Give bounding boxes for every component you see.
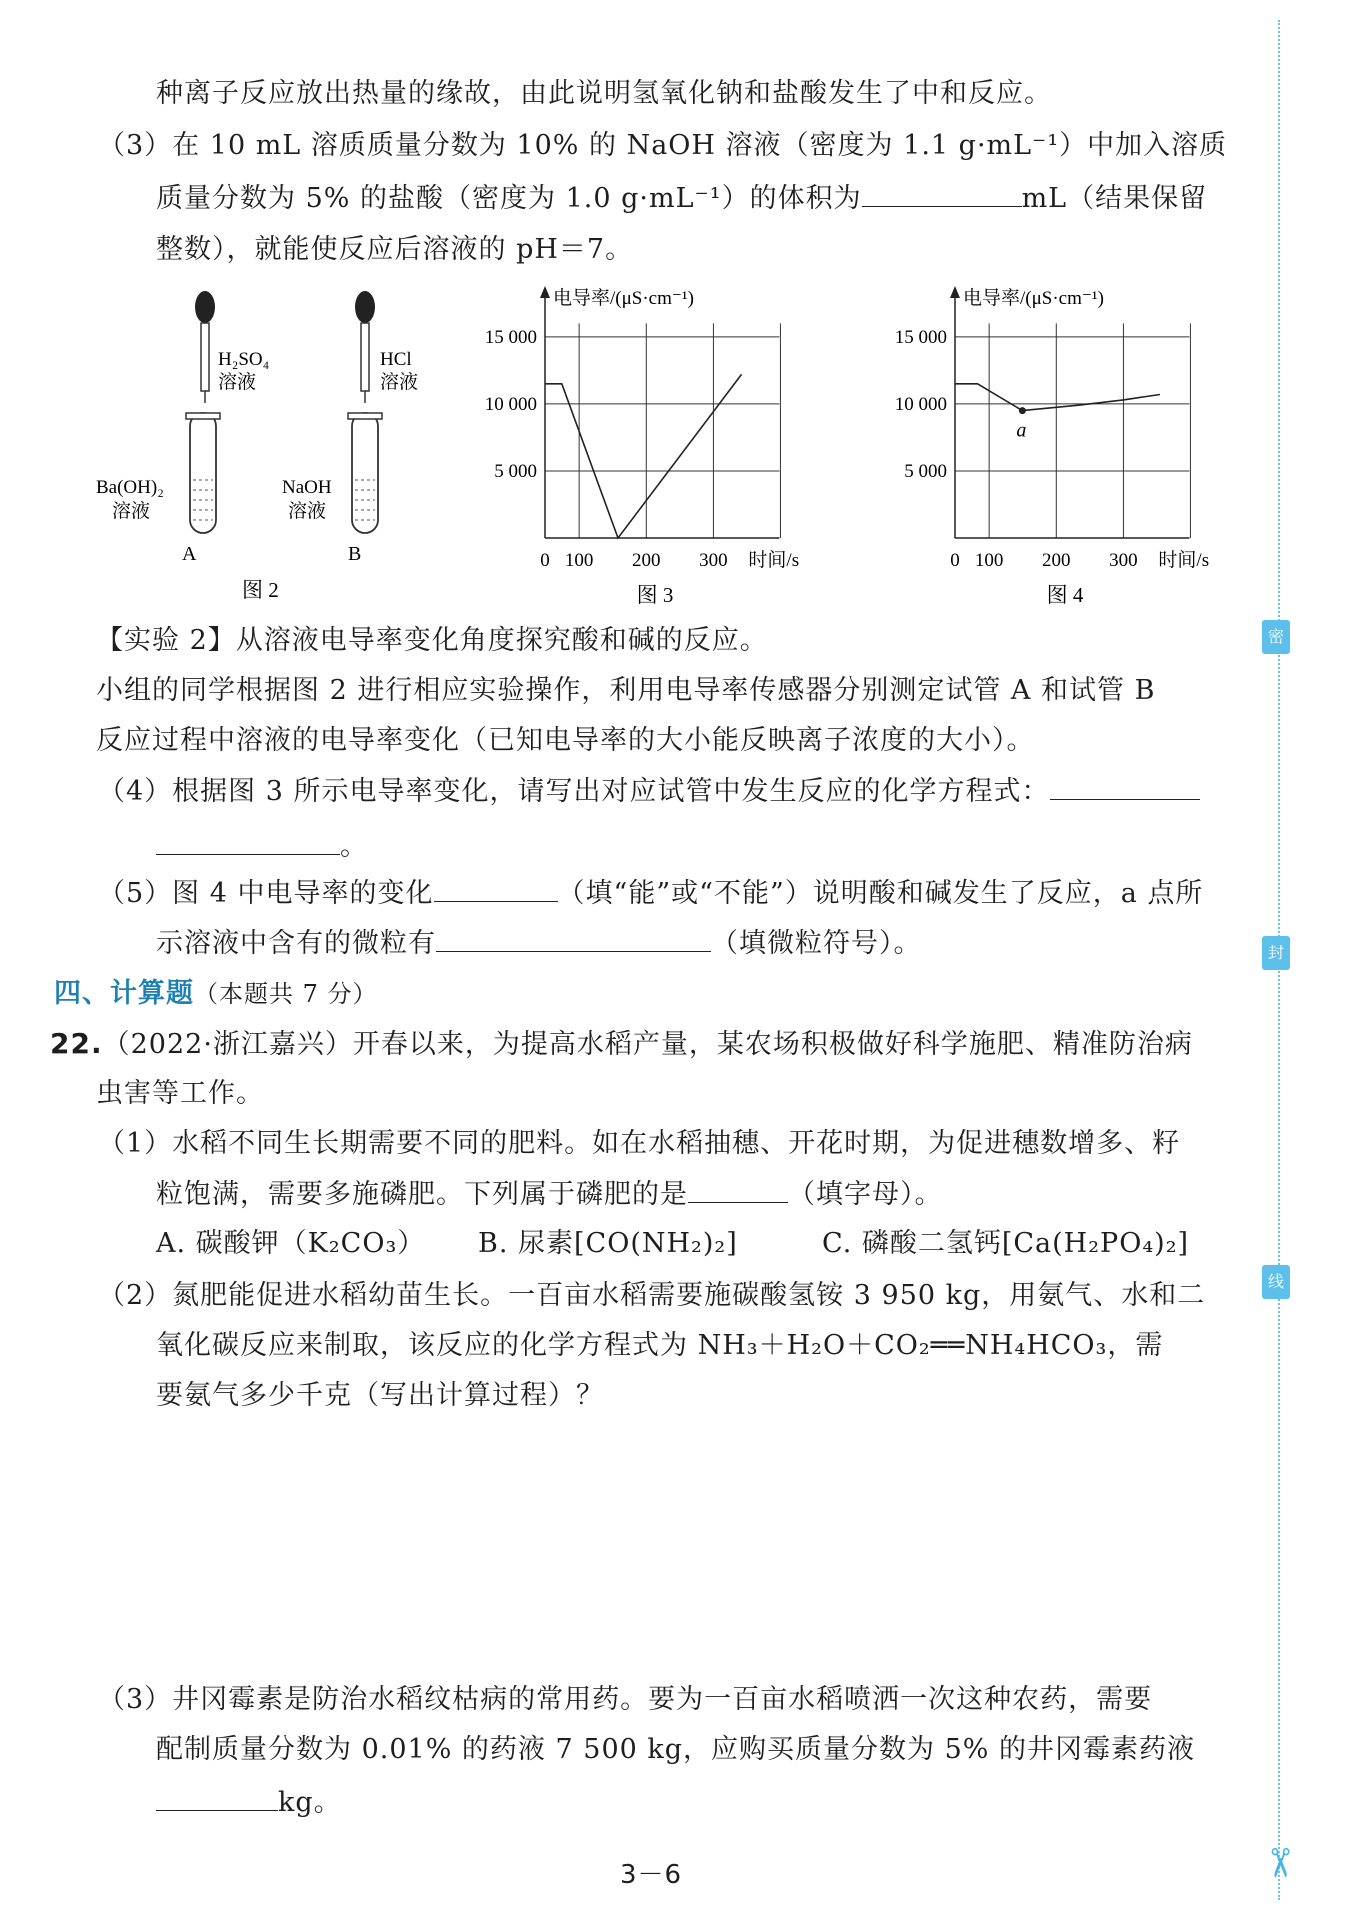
option-b: B. 尿素[CO(NH₂)₂] <box>478 1228 738 1259</box>
y-axis-label: 电导率/(μS·cm⁻¹) <box>963 288 1104 309</box>
tube-a-label-2: 溶液 <box>112 501 151 522</box>
answer-blank[interactable] <box>156 826 340 855</box>
dropper-b-label-2: 溶液 <box>380 372 419 393</box>
question-22-2-line-3: 要氨气多少千克（写出计算过程）？ <box>156 1380 604 1411</box>
y-tick-label: 10 000 <box>894 393 947 415</box>
tube-a-label: Ba(OH)₂ <box>96 477 164 498</box>
test-tube-b <box>348 413 382 533</box>
x-axis-label: 时间/s <box>1158 550 1210 571</box>
y-tick-label: 15 000 <box>894 326 947 348</box>
question-22-1-line-2: 粒饱满，需要多施磷肥。下列属于磷肥的是 （填字母）。 <box>156 1174 943 1215</box>
x-tick-label: 0 <box>540 550 550 571</box>
dropper-b <box>355 291 375 403</box>
y-axis-label: 电导率/(μS·cm⁻¹) <box>553 288 694 309</box>
x-tick-label: 0 <box>950 550 960 571</box>
question-4-line-1: （4）根据图 3 所示电导率变化，请写出对应试管中发生反应的化学方程式： <box>98 771 1200 812</box>
question-3-line-2: 质量分数为 5% 的盐酸（密度为 1.0 g·mL⁻¹）的体积为 mL（结果保留 <box>156 178 1207 219</box>
x-tick-label: 200 <box>632 550 661 571</box>
answer-blank[interactable] <box>156 1782 278 1811</box>
question-22-line-1: 22.（2022·浙江嘉兴）开春以来，为提高水稻产量，某农场积极做好科学施肥、精准防治病 <box>50 1027 1193 1060</box>
x-tick-label: 300 <box>699 550 728 571</box>
question-22-3-line-3: kg。 <box>156 1782 342 1823</box>
side-tab-seal: 密 <box>1262 620 1290 654</box>
question-5-line-1: （5）图 4 中电导率的变化 （填“能”或“不能”）说明酸和碱发生了反应，a 点所 <box>98 873 1203 914</box>
figure-2-caption: 图 2 <box>242 578 279 602</box>
tube-a-letter: A <box>182 543 197 565</box>
answer-blank[interactable] <box>862 178 1022 207</box>
page-number: 3－6 <box>620 1860 683 1890</box>
data-series-line <box>545 374 742 538</box>
dropper-a-label: H₂SO₄ <box>218 349 270 370</box>
side-tab-line: 线 <box>1262 1265 1290 1299</box>
question-3-line-1: （3）在 10 mL 溶质质量分数为 10% 的 NaOH 溶液（密度为 1.1 g·mL⁻¹）中加入溶质 <box>98 130 1228 161</box>
question-22-2-line-2: 氧化碳反应来制取，该反应的化学方程式为 NH₃＋H₂O＋CO₂══NH₄HCO₃，需 <box>156 1330 1164 1361</box>
y-tick-label: 5 000 <box>904 460 947 482</box>
question-22-line-2: 虫害等工作。 <box>96 1078 264 1109</box>
option-c: C. 磷酸二氢钙[Ca(H₂PO₄)₂] <box>822 1228 1190 1259</box>
question-22-2-line-1: （2）氮肥能促进水稻幼苗生长。一百亩水稻需要施碳酸氢铵 3 950 kg，用氨气、水和二 <box>98 1280 1206 1311</box>
side-tab-seal-2: 封 <box>1262 936 1290 970</box>
y-axis-arrow <box>540 286 550 298</box>
test-tube-a <box>186 413 220 533</box>
figure-caption: 图 4 <box>1046 583 1084 607</box>
dropper-a-label-2: 溶液 <box>218 372 257 393</box>
question-4-line-2: 。 <box>156 826 368 867</box>
point-a-marker <box>1019 407 1026 414</box>
question-22-3-line-1: （3）井冈霉素是防治水稻纹枯病的常用药。要为一百亩水稻喷洒一次这种农药，需要 <box>98 1684 1153 1715</box>
question-22-1-line-1: （1）水稻不同生长期需要不同的肥料。如在水稻抽穗、开花时期，为促进穗数增多、籽 <box>98 1128 1181 1159</box>
y-tick-label: 10 000 <box>484 393 537 415</box>
scissors-icon: ✂ <box>1255 1846 1302 1880</box>
question-22-3-line-2: 配制质量分数为 0.01% 的药液 7 500 kg，应购买质量分数为 5% 的井冈霉素药液 <box>156 1734 1196 1765</box>
x-axis-label: 时间/s <box>748 550 800 571</box>
section-4-heading: 四、计算题（本题共 7 分） <box>54 978 378 1009</box>
text-line: 小组的同学根据图 2 进行相应实验操作，利用电导率传感器分别测定试管 A 和试管 B <box>96 675 1156 706</box>
answer-blank[interactable] <box>434 873 558 902</box>
figure-caption: 图 3 <box>636 583 674 607</box>
x-tick-label: 100 <box>564 550 594 571</box>
x-tick-label: 200 <box>1042 550 1071 571</box>
question-3-line-3: 整数），就能使反应后溶液的 pH＝7。 <box>156 234 634 265</box>
data-series-line <box>955 384 1160 411</box>
text-line: 反应过程中溶液的电导率变化（已知电导率的大小能反映离子浓度的大小）。 <box>96 725 1035 756</box>
answer-blank[interactable] <box>688 1174 788 1203</box>
dropper-b-label: HCl <box>380 349 412 370</box>
point-a-label: a <box>1016 419 1027 442</box>
text-line: 种离子反应放出热量的缘故，由此说明氢氧化钠和盐酸发生了中和反应。 <box>156 78 1052 109</box>
experiment-2-heading: 【实验 2】从溶液电导率变化角度探究酸和碱的反应。 <box>96 625 768 656</box>
dropper-a <box>195 291 215 403</box>
tube-b-label-2: 溶液 <box>288 501 327 522</box>
tube-b-label: NaOH <box>282 477 332 498</box>
question-5-line-2: 示溶液中含有的微粒有 （填微粒符号）。 <box>156 923 922 964</box>
x-tick-label: 300 <box>1109 550 1138 571</box>
y-tick-label: 5 000 <box>494 460 537 482</box>
figure-3-chart <box>460 280 860 610</box>
x-tick-label: 100 <box>974 550 1004 571</box>
answer-blank[interactable] <box>436 923 711 952</box>
option-a: A. 碳酸钾（K₂CO₃） <box>156 1228 426 1259</box>
figure-2-apparatus <box>90 285 430 615</box>
y-tick-label: 15 000 <box>484 326 537 348</box>
answer-blank[interactable] <box>1050 771 1200 800</box>
figure-4-chart <box>870 280 1270 610</box>
tube-b-letter: B <box>348 543 362 565</box>
y-axis-arrow <box>950 286 960 298</box>
